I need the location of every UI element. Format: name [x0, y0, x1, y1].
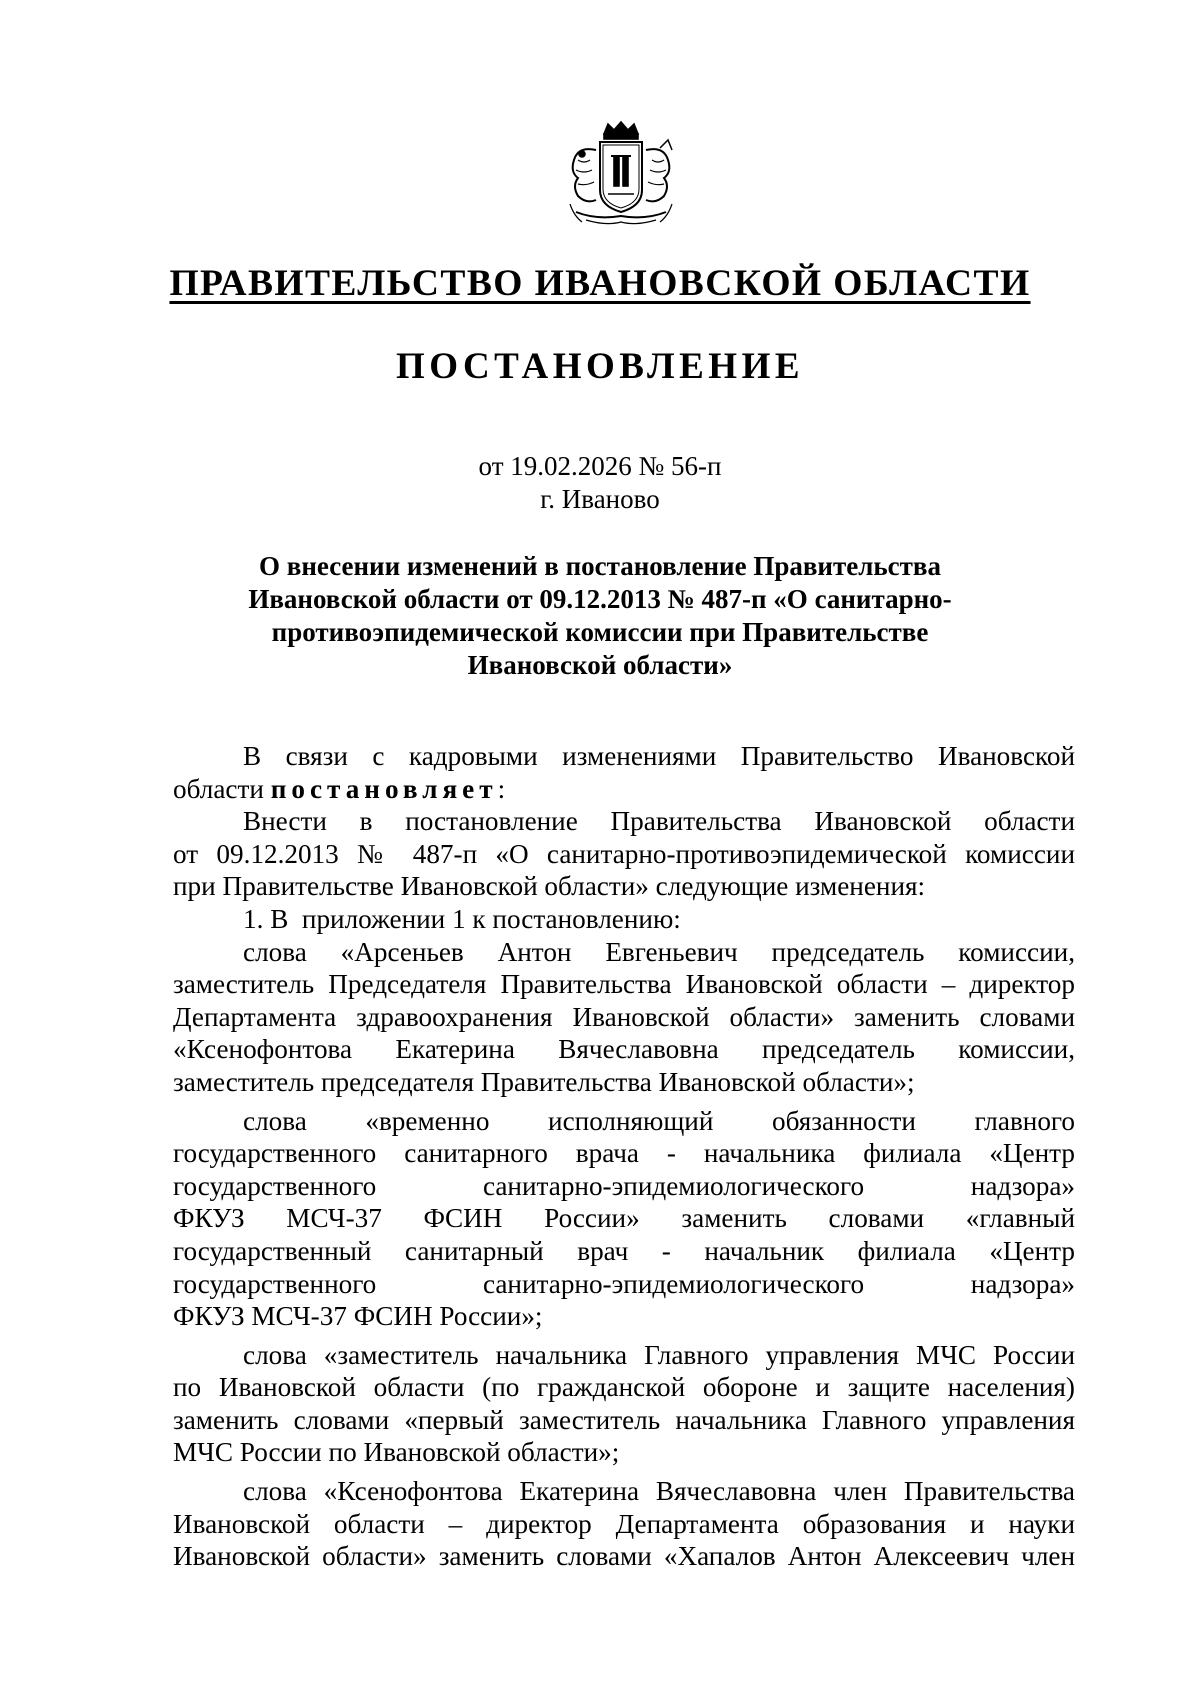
document-type-heading: ПОСТАНОВЛЕНИЕ — [395, 346, 805, 387]
body-line: Ивановской области – директор Департамента образования и науки — [173, 1508, 1075, 1539]
body-line: заместитель председателя Правительства Ивановской области»; — [173, 1066, 915, 1097]
body-text: : — [497, 773, 506, 804]
body-line: при Правительстве Ивановской области» следующие изменения: — [173, 871, 926, 902]
body-line: слова «временно исполняющий обязанности главного — [243, 1105, 1075, 1136]
subject-line: Ивановской области» — [467, 650, 733, 680]
document-subject — [180, 550, 1020, 682]
body-line: ФКУЗ МСЧ-37 ФСИН России» заменить словами «главный — [173, 1203, 1075, 1234]
body-line: заменить словами «первый заместитель начальника Главного управления — [173, 1404, 1075, 1435]
body-line: государственного санитарно-эпидемиологического надзора» — [173, 1268, 1075, 1299]
body-line: по Ивановской области (по гражданской обороне и защите населения) — [173, 1372, 1075, 1403]
body-line: от 09.12.2013 № 487-п «О санитарно-противоэпидемической комиссии — [173, 838, 1075, 869]
body-line: Департамента здравоохранения Ивановской области» заменить словами — [173, 1001, 1075, 1032]
subject-line: противоэпидемической комиссии при Правительстве — [271, 617, 929, 647]
body-line: МЧС России по Ивановской области»; — [173, 1437, 620, 1468]
body-line: «Ксенофонтова Екатерина Вячеславовна председатель комиссии, — [173, 1034, 1075, 1065]
body-line: слова «Арсеньев Антон Евгеньевич председатель комиссии, — [243, 936, 1075, 967]
body-line: государственный санитарный врач - начальник филиала «Центр — [173, 1235, 1075, 1266]
body-line: ФКУЗ МСЧ-37 ФСИН России»; — [173, 1301, 543, 1332]
body-line: Ивановской области» заменить словами «Хапалов Антон Алексеевич член — [173, 1541, 1075, 1572]
document-body — [173, 740, 1075, 1573]
body-line: заместитель Председателя Правительства Ивановской области – директор — [173, 969, 1075, 1000]
body-text: области — [173, 773, 271, 804]
body-line: государственного санитарно-эпидемиологического надзора» — [173, 1170, 1075, 1201]
organization-title: ПРАВИТЕЛЬСТВО ИВАНОВСКОЙ ОБЛАСТИ — [169, 263, 1031, 304]
subject-line: Ивановской области от 09.12.2013 № 487-п «О санитарно- — [248, 584, 952, 614]
city-line: г. Иваново — [540, 484, 660, 514]
body-line: Внести в постановление Правительства Ивановской области — [243, 806, 1075, 837]
decree-keyword: постановляет — [270, 773, 498, 804]
subject-line: О внесении изменений в постановление Правительства — [259, 551, 941, 581]
body-line: 1. В приложении 1 к постановлению: — [243, 903, 681, 934]
body-line — [173, 773, 1075, 806]
body-line: государственного санитарного врача - начальника филиала «Центр — [173, 1138, 1075, 1169]
date-number-line: от 19.02.2026 № 56-п — [478, 451, 722, 481]
body-line: слова «Ксенофонтова Екатерина Вячеславовна член Правительства — [243, 1476, 1075, 1507]
body-line: слова «заместитель начальника Главного управления МЧС России — [243, 1339, 1075, 1370]
coat-of-arms-emblem — [556, 120, 686, 232]
body-line: В связи с кадровыми изменениями Правительство Ивановской — [243, 741, 1075, 771]
